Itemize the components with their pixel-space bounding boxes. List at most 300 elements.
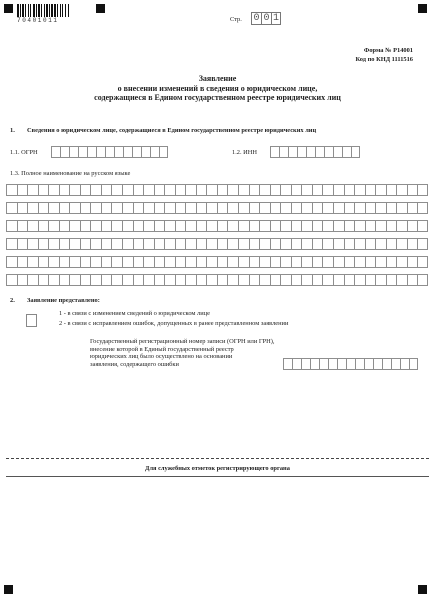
- full-name-cell[interactable]: [238, 274, 249, 286]
- full-name-cell[interactable]: [59, 238, 70, 250]
- full-name-cell[interactable]: [354, 184, 365, 196]
- full-name-cell[interactable]: [365, 184, 376, 196]
- ogrn-cell[interactable]: [123, 146, 132, 158]
- full-name-cell[interactable]: [133, 238, 144, 250]
- full-name-cell[interactable]: [133, 184, 144, 196]
- full-name-cell[interactable]: [280, 184, 291, 196]
- full-name-cell[interactable]: [143, 238, 154, 250]
- full-name-cell[interactable]: [101, 202, 112, 214]
- full-name-cell[interactable]: [38, 274, 49, 286]
- full-name-cell[interactable]: [386, 238, 397, 250]
- full-name-cell[interactable]: [164, 202, 175, 214]
- full-name-cell[interactable]: [59, 256, 70, 268]
- full-name-cell[interactable]: [48, 274, 59, 286]
- full-name-cell[interactable]: [48, 202, 59, 214]
- full-name-cell[interactable]: [312, 256, 323, 268]
- full-name-row[interactable]: [6, 274, 428, 286]
- full-name-cell[interactable]: [238, 184, 249, 196]
- full-name-cell[interactable]: [17, 256, 28, 268]
- full-name-cell[interactable]: [344, 256, 355, 268]
- grn-cell[interactable]: [382, 358, 391, 370]
- full-name-cell[interactable]: [185, 274, 196, 286]
- grn-cell[interactable]: [364, 358, 373, 370]
- full-name-cell[interactable]: [365, 202, 376, 214]
- full-name-cell[interactable]: [133, 220, 144, 232]
- grn-cell[interactable]: [400, 358, 409, 370]
- full-name-cell[interactable]: [38, 220, 49, 232]
- full-name-cell[interactable]: [217, 274, 228, 286]
- full-name-cell[interactable]: [354, 202, 365, 214]
- inn-cell[interactable]: [324, 146, 333, 158]
- full-name-cell[interactable]: [365, 256, 376, 268]
- grn-cell[interactable]: [409, 358, 418, 370]
- full-name-cell[interactable]: [312, 274, 323, 286]
- full-name-cell[interactable]: [259, 220, 270, 232]
- full-name-cell[interactable]: [270, 238, 281, 250]
- full-name-cell[interactable]: [386, 184, 397, 196]
- full-name-cell[interactable]: [143, 256, 154, 268]
- full-name-cell[interactable]: [133, 202, 144, 214]
- full-name-cell[interactable]: [48, 184, 59, 196]
- full-name-cell[interactable]: [407, 202, 418, 214]
- full-name-cell[interactable]: [375, 256, 386, 268]
- full-name-cell[interactable]: [354, 220, 365, 232]
- full-name-cell[interactable]: [101, 220, 112, 232]
- full-name-cell[interactable]: [249, 256, 260, 268]
- full-name-cell[interactable]: [270, 184, 281, 196]
- full-name-cell[interactable]: [333, 184, 344, 196]
- grn-cell[interactable]: [355, 358, 364, 370]
- full-name-cell[interactable]: [154, 274, 165, 286]
- full-name-cell[interactable]: [312, 202, 323, 214]
- full-name-cell[interactable]: [59, 184, 70, 196]
- full-name-cell[interactable]: [80, 220, 91, 232]
- full-name-cell[interactable]: [175, 220, 186, 232]
- full-name-cell[interactable]: [90, 274, 101, 286]
- full-name-cell[interactable]: [407, 256, 418, 268]
- full-name-row[interactable]: [6, 184, 428, 196]
- full-name-cell[interactable]: [291, 238, 302, 250]
- ogrn-cell[interactable]: [141, 146, 150, 158]
- full-name-cell[interactable]: [375, 238, 386, 250]
- full-name-cell[interactable]: [344, 238, 355, 250]
- full-name-cell[interactable]: [270, 274, 281, 286]
- full-name-cell[interactable]: [6, 256, 17, 268]
- full-name-cell[interactable]: [301, 238, 312, 250]
- full-name-cell[interactable]: [175, 184, 186, 196]
- full-name-cell[interactable]: [175, 238, 186, 250]
- full-name-cell[interactable]: [69, 256, 80, 268]
- inn-cell[interactable]: [306, 146, 315, 158]
- full-name-cell[interactable]: [101, 256, 112, 268]
- full-name-cell[interactable]: [333, 220, 344, 232]
- full-name-cell[interactable]: [69, 202, 80, 214]
- full-name-cell[interactable]: [396, 238, 407, 250]
- full-name-cell[interactable]: [48, 256, 59, 268]
- full-name-cell[interactable]: [175, 274, 186, 286]
- full-name-cell[interactable]: [396, 220, 407, 232]
- full-name-cell[interactable]: [227, 202, 238, 214]
- inn-cell[interactable]: [270, 146, 279, 158]
- full-name-cell[interactable]: [322, 202, 333, 214]
- full-name-cell[interactable]: [101, 238, 112, 250]
- full-name-cell[interactable]: [164, 256, 175, 268]
- full-name-cell[interactable]: [407, 274, 418, 286]
- full-name-cell[interactable]: [407, 220, 418, 232]
- ogrn-cell[interactable]: [96, 146, 105, 158]
- full-name-cell[interactable]: [206, 256, 217, 268]
- full-name-cell[interactable]: [196, 202, 207, 214]
- full-name-cell[interactable]: [249, 184, 260, 196]
- full-name-cell[interactable]: [154, 202, 165, 214]
- full-name-cell[interactable]: [175, 202, 186, 214]
- ogrn-cell[interactable]: [114, 146, 123, 158]
- full-name-cell[interactable]: [101, 274, 112, 286]
- full-name-cell[interactable]: [375, 274, 386, 286]
- full-name-cell[interactable]: [396, 274, 407, 286]
- full-name-cell[interactable]: [206, 220, 217, 232]
- grn-cell[interactable]: [292, 358, 301, 370]
- full-name-cell[interactable]: [122, 184, 133, 196]
- ogrn-cell[interactable]: [60, 146, 69, 158]
- barcode: [17, 4, 91, 24]
- full-name-cell[interactable]: [259, 238, 270, 250]
- grn-cell[interactable]: [283, 358, 292, 370]
- full-name-cell[interactable]: [217, 256, 228, 268]
- ogrn-field[interactable]: [51, 146, 168, 158]
- full-name-cell[interactable]: [291, 220, 302, 232]
- full-name-cell[interactable]: [417, 202, 428, 214]
- full-name-cell[interactable]: [270, 256, 281, 268]
- full-name-row[interactable]: [6, 238, 428, 250]
- full-name-cell[interactable]: [354, 256, 365, 268]
- full-name-cell[interactable]: [322, 184, 333, 196]
- full-name-cell[interactable]: [48, 220, 59, 232]
- full-name-cell[interactable]: [101, 184, 112, 196]
- full-name-cell[interactable]: [80, 202, 91, 214]
- full-name-cell[interactable]: [122, 256, 133, 268]
- inn-cell[interactable]: [333, 146, 342, 158]
- full-name-cell[interactable]: [196, 220, 207, 232]
- grn-cell[interactable]: [328, 358, 337, 370]
- full-name-cell[interactable]: [417, 274, 428, 286]
- full-name-cell[interactable]: [154, 220, 165, 232]
- full-name-cell[interactable]: [80, 238, 91, 250]
- full-name-cell[interactable]: [407, 238, 418, 250]
- full-name-cell[interactable]: [111, 184, 122, 196]
- full-name-cell[interactable]: [312, 238, 323, 250]
- full-name-row[interactable]: [6, 256, 428, 268]
- full-name-cell[interactable]: [185, 238, 196, 250]
- full-name-cell[interactable]: [280, 220, 291, 232]
- full-name-cell[interactable]: [122, 274, 133, 286]
- inn-label: 1.2. ИНН: [232, 149, 258, 156]
- inn-cell[interactable]: [315, 146, 324, 158]
- full-name-cell[interactable]: [249, 202, 260, 214]
- full-name-cell[interactable]: [301, 256, 312, 268]
- full-name-cell[interactable]: [80, 184, 91, 196]
- full-name-cell[interactable]: [322, 238, 333, 250]
- full-name-cell[interactable]: [238, 220, 249, 232]
- full-name-cell[interactable]: [80, 256, 91, 268]
- full-name-cell[interactable]: [206, 274, 217, 286]
- full-name-cell[interactable]: [17, 238, 28, 250]
- full-name-cell[interactable]: [154, 184, 165, 196]
- full-name-cell[interactable]: [301, 202, 312, 214]
- page-digit: 0: [261, 12, 271, 25]
- full-name-cell[interactable]: [164, 184, 175, 196]
- full-name-cell[interactable]: [6, 274, 17, 286]
- full-name-cell[interactable]: [227, 238, 238, 250]
- full-name-cell[interactable]: [27, 220, 38, 232]
- full-name-cell[interactable]: [27, 202, 38, 214]
- full-name-cell[interactable]: [249, 274, 260, 286]
- grn-field[interactable]: [283, 358, 418, 370]
- full-name-cell[interactable]: [27, 184, 38, 196]
- full-name-cell[interactable]: [143, 274, 154, 286]
- full-name-cell[interactable]: [111, 220, 122, 232]
- full-name-cell[interactable]: [396, 256, 407, 268]
- full-name-cell[interactable]: [69, 274, 80, 286]
- full-name-cell[interactable]: [90, 256, 101, 268]
- full-name-cell[interactable]: [333, 274, 344, 286]
- full-name-cell[interactable]: [154, 256, 165, 268]
- full-name-cell[interactable]: [69, 238, 80, 250]
- full-name-cell[interactable]: [143, 220, 154, 232]
- full-name-cell[interactable]: [322, 220, 333, 232]
- full-name-cell[interactable]: [227, 184, 238, 196]
- full-name-cell[interactable]: [38, 238, 49, 250]
- ogrn-cell[interactable]: [51, 146, 60, 158]
- grn-cell[interactable]: [337, 358, 346, 370]
- full-name-cell[interactable]: [386, 220, 397, 232]
- full-name-cell[interactable]: [38, 256, 49, 268]
- full-name-cell[interactable]: [164, 274, 175, 286]
- full-name-cell[interactable]: [270, 220, 281, 232]
- full-name-cell[interactable]: [217, 238, 228, 250]
- grn-cell[interactable]: [319, 358, 328, 370]
- full-name-cell[interactable]: [196, 256, 207, 268]
- submission-reason-checkbox[interactable]: [26, 314, 37, 327]
- full-name-cell[interactable]: [227, 256, 238, 268]
- full-name-cell[interactable]: [333, 256, 344, 268]
- full-name-cell[interactable]: [291, 274, 302, 286]
- full-name-cell[interactable]: [301, 184, 312, 196]
- full-name-cell[interactable]: [27, 274, 38, 286]
- page-digit: 1: [272, 13, 279, 24]
- full-name-cell[interactable]: [175, 256, 186, 268]
- full-name-cell[interactable]: [291, 256, 302, 268]
- inn-cell[interactable]: [288, 146, 297, 158]
- corner-marker-top-left: [4, 4, 13, 13]
- full-name-cell[interactable]: [111, 238, 122, 250]
- full-name-cell[interactable]: [6, 202, 17, 214]
- full-name-cell[interactable]: [27, 238, 38, 250]
- full-name-cell[interactable]: [280, 274, 291, 286]
- ogrn-cell[interactable]: [105, 146, 114, 158]
- full-name-row[interactable]: [6, 202, 428, 214]
- full-name-cell[interactable]: [344, 274, 355, 286]
- full-name-cell[interactable]: [6, 238, 17, 250]
- inn-cell[interactable]: [351, 146, 360, 158]
- full-name-cell[interactable]: [143, 202, 154, 214]
- inn-cell[interactable]: [279, 146, 288, 158]
- full-name-cell[interactable]: [69, 184, 80, 196]
- grn-text-line-3: юридических лиц было осуществлено на основании: [90, 353, 233, 361]
- full-name-cell[interactable]: [196, 238, 207, 250]
- grn-description: [90, 338, 290, 369]
- full-name-cell[interactable]: [111, 274, 122, 286]
- full-name-cell[interactable]: [111, 202, 122, 214]
- full-name-cell[interactable]: [217, 202, 228, 214]
- grn-cell[interactable]: [310, 358, 319, 370]
- full-name-cell[interactable]: [259, 256, 270, 268]
- full-name-cell[interactable]: [386, 202, 397, 214]
- page-digit: 0: [251, 12, 261, 25]
- full-name-cell[interactable]: [111, 256, 122, 268]
- ogrn-cell[interactable]: [69, 146, 78, 158]
- full-name-cell[interactable]: [196, 184, 207, 196]
- full-name-cell[interactable]: [344, 202, 355, 214]
- ogrn-cell[interactable]: [150, 146, 159, 158]
- full-name-cell[interactable]: [196, 274, 207, 286]
- full-name-cell[interactable]: [365, 274, 376, 286]
- ogrn-cell[interactable]: [78, 146, 87, 158]
- full-name-cell[interactable]: [6, 184, 17, 196]
- full-name-cell[interactable]: [185, 202, 196, 214]
- full-name-cell[interactable]: [301, 220, 312, 232]
- full-name-cell[interactable]: [407, 184, 418, 196]
- full-name-cell[interactable]: [322, 274, 333, 286]
- full-name-cell[interactable]: [259, 202, 270, 214]
- full-name-cell[interactable]: [386, 274, 397, 286]
- full-name-cell[interactable]: [227, 220, 238, 232]
- full-name-cell[interactable]: [249, 220, 260, 232]
- full-name-cell[interactable]: [249, 238, 260, 250]
- inn-cell[interactable]: [297, 146, 306, 158]
- grn-cell[interactable]: [346, 358, 355, 370]
- full-name-cell[interactable]: [133, 274, 144, 286]
- full-name-cell[interactable]: [312, 184, 323, 196]
- full-name-cell[interactable]: [206, 202, 217, 214]
- full-name-cell[interactable]: [122, 220, 133, 232]
- full-name-cell[interactable]: [38, 202, 49, 214]
- full-name-cell[interactable]: [344, 220, 355, 232]
- full-name-cell[interactable]: [396, 184, 407, 196]
- full-name-cell[interactable]: [143, 184, 154, 196]
- full-name-cell[interactable]: [6, 220, 17, 232]
- full-name-cell[interactable]: [375, 220, 386, 232]
- full-name-cell[interactable]: [333, 238, 344, 250]
- full-name-cell[interactable]: [280, 256, 291, 268]
- full-name-cell[interactable]: [354, 274, 365, 286]
- full-name-row[interactable]: [6, 220, 428, 232]
- full-name-cell[interactable]: [217, 220, 228, 232]
- ogrn-cell[interactable]: [87, 146, 96, 158]
- full-name-cell[interactable]: [133, 256, 144, 268]
- full-name-cell[interactable]: [59, 220, 70, 232]
- full-name-cell[interactable]: [59, 274, 70, 286]
- ogrn-cell[interactable]: [159, 146, 168, 158]
- full-name-cell[interactable]: [80, 274, 91, 286]
- full-name-cell[interactable]: [217, 184, 228, 196]
- full-name-cell[interactable]: [17, 220, 28, 232]
- full-name-cell[interactable]: [417, 184, 428, 196]
- full-name-cell[interactable]: [185, 220, 196, 232]
- full-name-cell[interactable]: [17, 184, 28, 196]
- full-name-cell[interactable]: [122, 238, 133, 250]
- full-name-cell[interactable]: [164, 238, 175, 250]
- full-name-cell[interactable]: [417, 256, 428, 268]
- full-name-cell[interactable]: [122, 202, 133, 214]
- full-name-cell[interactable]: [280, 202, 291, 214]
- full-name-cell[interactable]: [48, 238, 59, 250]
- full-name-cell[interactable]: [185, 184, 196, 196]
- full-name-cell[interactable]: [312, 220, 323, 232]
- inn-cell[interactable]: [342, 146, 351, 158]
- full-name-cell[interactable]: [154, 238, 165, 250]
- full-name-cell[interactable]: [344, 184, 355, 196]
- full-name-cell[interactable]: [227, 274, 238, 286]
- full-name-cell[interactable]: [396, 202, 407, 214]
- full-name-cell[interactable]: [417, 220, 428, 232]
- full-name-cell[interactable]: [164, 220, 175, 232]
- reason-option-1: 1 - в связи с изменением сведений о юридическом лице: [59, 310, 210, 317]
- full-name-cell[interactable]: [69, 220, 80, 232]
- ogrn-cell[interactable]: [132, 146, 141, 158]
- inn-field[interactable]: [270, 146, 360, 158]
- full-name-cell[interactable]: [27, 256, 38, 268]
- full-name-cell[interactable]: [90, 202, 101, 214]
- full-name-field[interactable]: [6, 184, 428, 292]
- full-name-cell[interactable]: [259, 274, 270, 286]
- full-name-cell[interactable]: [333, 202, 344, 214]
- full-name-cell[interactable]: [417, 238, 428, 250]
- grn-cell[interactable]: [391, 358, 400, 370]
- grn-cell[interactable]: [373, 358, 382, 370]
- full-name-cell[interactable]: [259, 184, 270, 196]
- full-name-cell[interactable]: [291, 202, 302, 214]
- grn-cell[interactable]: [301, 358, 310, 370]
- full-name-cell[interactable]: [185, 256, 196, 268]
- full-name-cell[interactable]: [206, 184, 217, 196]
- full-name-cell[interactable]: [238, 238, 249, 250]
- full-name-cell[interactable]: [291, 184, 302, 196]
- full-name-cell[interactable]: [238, 256, 249, 268]
- full-name-cell[interactable]: [38, 184, 49, 196]
- full-name-cell[interactable]: [301, 274, 312, 286]
- full-name-cell[interactable]: [90, 184, 101, 196]
- full-name-cell[interactable]: [238, 202, 249, 214]
- full-name-cell[interactable]: [375, 202, 386, 214]
- full-name-cell[interactable]: [375, 184, 386, 196]
- full-name-cell[interactable]: [206, 238, 217, 250]
- full-name-cell[interactable]: [365, 238, 376, 250]
- section1-number: 1.: [10, 127, 15, 134]
- full-name-cell[interactable]: [365, 220, 376, 232]
- full-name-cell[interactable]: [17, 274, 28, 286]
- full-name-cell[interactable]: [90, 220, 101, 232]
- full-name-cell[interactable]: [354, 238, 365, 250]
- full-name-cell[interactable]: [270, 202, 281, 214]
- full-name-cell[interactable]: [322, 256, 333, 268]
- full-name-cell[interactable]: [59, 202, 70, 214]
- full-name-cell[interactable]: [386, 256, 397, 268]
- full-name-cell[interactable]: [90, 238, 101, 250]
- full-name-cell[interactable]: [280, 238, 291, 250]
- knd-code: Код по КНД 1111516: [355, 56, 413, 63]
- full-name-cell[interactable]: [17, 202, 28, 214]
